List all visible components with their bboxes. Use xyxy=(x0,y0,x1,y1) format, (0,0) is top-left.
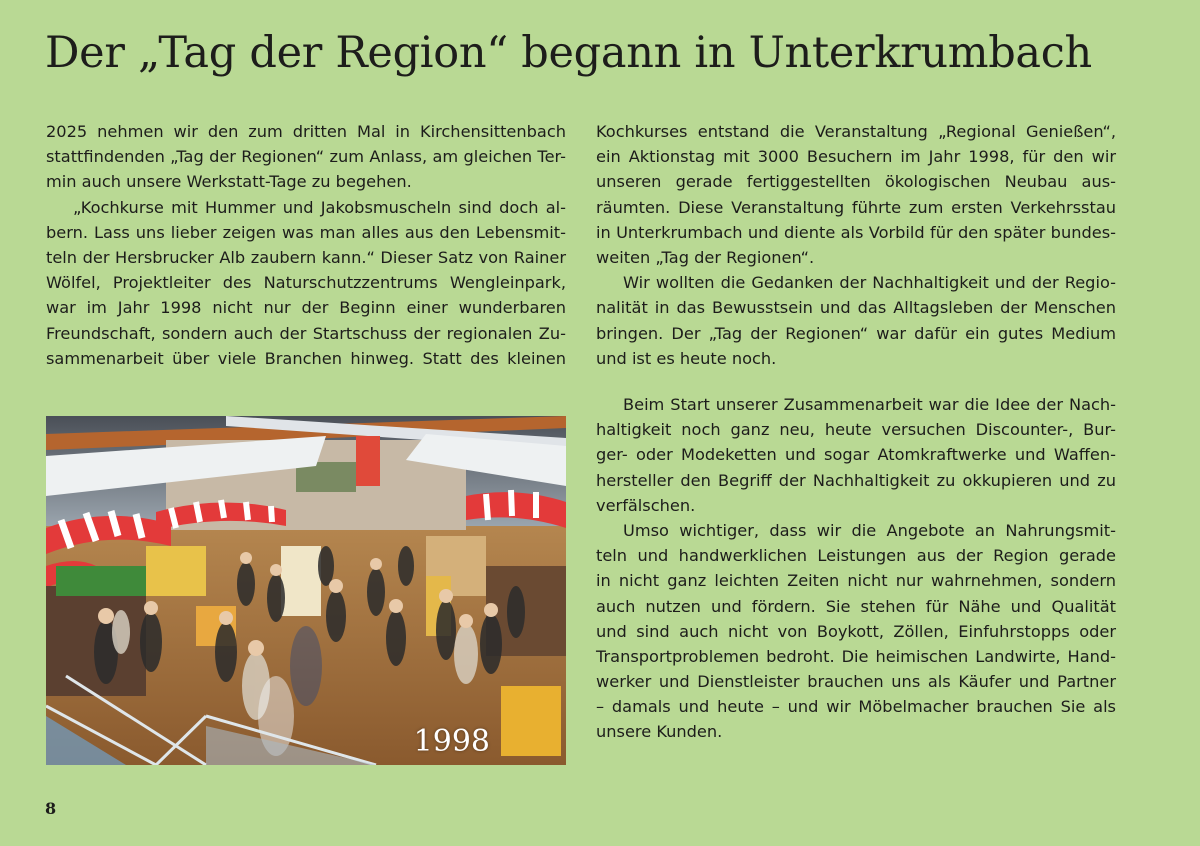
text-line: nalität in das Bewusstsein und das Alltagsleben der Menschen xyxy=(596,298,1116,318)
text-line: Wölfel, Projektleiter des Naturschutzzentrums Wengleinpark, xyxy=(46,273,566,293)
text-line: bringen. Der „Tag der Regionen“ war dafür ein gutes Medium xyxy=(596,323,1116,343)
text-line: Transportproblemen bedroht. Die heimischen Landwirte, Hand- xyxy=(596,646,1116,666)
text-line: ger- oder Modeketten und sogar Atomkraftwerke und Waffen- xyxy=(596,445,1116,465)
text-line: und ist es heute noch. xyxy=(596,348,777,368)
text-line: haltigkeit noch ganz neu, heute versuchen Discounter-, Bur- xyxy=(596,420,1116,440)
text-line: hersteller den Begriff der Nachhaltigkeit zu okkupieren und zu xyxy=(596,470,1116,490)
text-line: sammenarbeit über viele Branchen hinweg. Statt des kleinen xyxy=(46,348,566,368)
text-line: unseren gerade fertiggestellten ökologischen Neubau aus- xyxy=(596,172,1116,192)
text-line: 2025 nehmen wir den zum dritten Mal in Kirchensittenbach xyxy=(46,122,566,141)
text-line: in nicht ganz leichten Zeiten nicht nur wahrnehmen, sondern xyxy=(596,571,1116,591)
text-line: und sind auch nicht von Boykott, Zöllen, Einfuhrstopps oder xyxy=(596,621,1116,641)
left-column xyxy=(46,119,566,371)
text-line: Kochkurses entstand die Veranstaltung „Regional Genießen“, xyxy=(596,122,1116,141)
text-line: Umso wichtiger, dass wir die Angebote an Nahrungsmit- xyxy=(623,520,1116,540)
page-title: Der „Tag der Region“ begann in Unterkrumbach xyxy=(45,28,1092,78)
right-column-top xyxy=(596,119,1116,371)
text-line: „Kochkurse mit Hummer und Jakobsmuscheln sind doch al- xyxy=(73,197,566,217)
text-line: in Unterkrumbach und diente als Vorbild für den später bundes- xyxy=(596,222,1116,242)
photo-illustration xyxy=(46,416,566,765)
text-line: teln und handwerklichen Leistungen aus der Region gerade xyxy=(596,546,1116,566)
market-hall-photo xyxy=(46,416,566,765)
text-line: werker und Dienstleister brauchen uns als Käufer und Partner xyxy=(596,672,1116,692)
text-line: bern. Lass uns lieber zeigen was man alles aus den Lebensmit- xyxy=(46,222,566,242)
text-line: ein Aktionstag mit 3000 Besuchern im Jahr 1998, für den wir xyxy=(596,147,1116,167)
text-line: weiten „Tag der Regionen“. xyxy=(596,247,815,267)
text-line: unsere Kunden. xyxy=(596,722,723,742)
text-line: Beim Start unserer Zusammenarbeit war die Idee der Nach- xyxy=(623,395,1116,414)
text-line: stattfindenden „Tag der Regionen“ zum Anlass, am gleichen Ter- xyxy=(46,147,566,167)
text-line: teln der Hersbrucker Alb zaubern kann.“ Dieser Satz von Rainer xyxy=(46,247,566,267)
right-column-bottom xyxy=(596,392,1116,745)
text-line: verfälschen. xyxy=(596,495,696,515)
photo-year-caption: 1998 xyxy=(413,724,490,759)
text-line: räumten. Diese Veranstaltung führte zum ersten Verkehrsstau xyxy=(596,197,1116,217)
text-line: min auch unsere Werkstatt-Tage zu begehen. xyxy=(46,172,412,192)
text-line: Wir wollten die Gedanken der Nachhaltigkeit und der Regio- xyxy=(623,273,1116,293)
text-line: auch nutzen und fördern. Sie stehen für Nähe und Qualität xyxy=(596,596,1116,616)
text-line: war im Jahr 1998 nicht nur der Beginn einer wunderbaren xyxy=(46,298,566,318)
text-line: – damals und heute – und wir Möbelmacher brauchen Sie als xyxy=(596,697,1116,717)
text-line: Freundschaft, sondern auch der Startschuss der regionalen Zu- xyxy=(46,323,566,343)
page-number: 8 xyxy=(45,799,57,818)
